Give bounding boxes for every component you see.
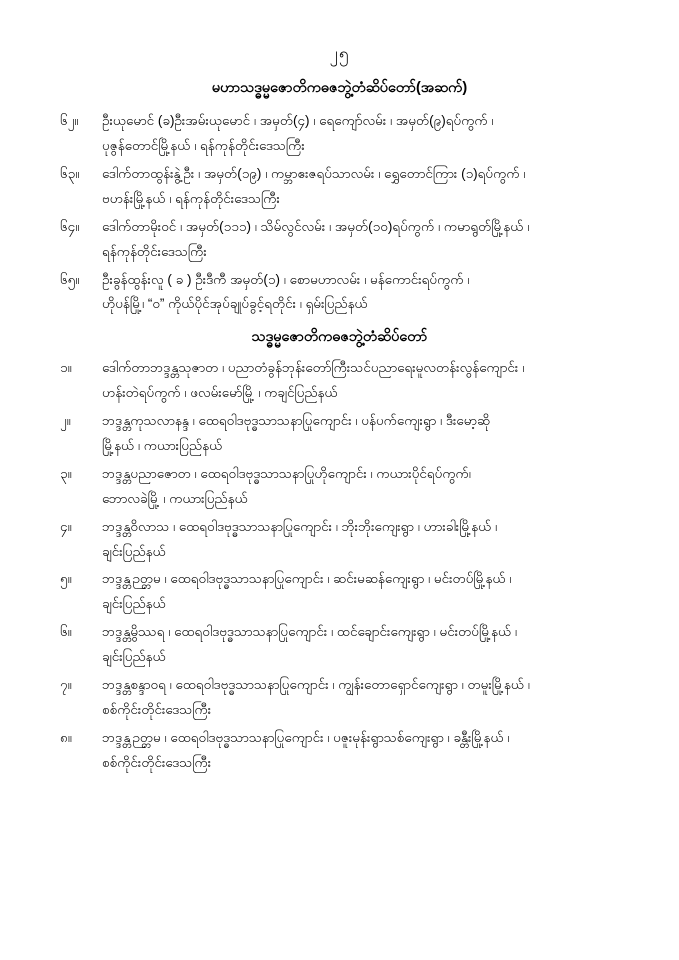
- entry-line: ဦးယုမောင် (ခ)ဦးအမ်းယုမောင် ၊ အမှတ်(၄) ၊ ရေကျော်လမ်း ၊ အမှတ်(၉)ရပ်ကွက် ၊: [102, 112, 494, 128]
- entry-line: ဘဒ္ဒန္တစန္ဒာဝရ ၊ ထေရဝါဒဗုဒ္ဓသာသနာပြုကျောင်း ၊ ကျွန်းတောရှောင်ကျေးရွာ ၊ တမူးမြို့နယ် ၊: [102, 677, 530, 693]
- entry-number: ၃။: [60, 465, 72, 481]
- entry-text: [102, 567, 623, 617]
- list-item: [56, 620, 623, 670]
- entry-number: ၆၅။: [60, 271, 80, 287]
- entry-text: [102, 356, 623, 406]
- entry-text: [102, 620, 623, 670]
- entry-number: ၆၄။: [60, 218, 80, 234]
- entry-line: ဘဒ္ဒန္တဉတ္တမ ၊ ထေရဝါဒဗုဒ္ဓသာသနာပြုကျောင်း ၊ ဆင်းမဆန်ကျေးရွာ ၊ မင်းတပ်မြို့နယ် ၊: [102, 571, 512, 587]
- section-two-list: [56, 356, 623, 777]
- entry-line: ဘဒ္ဒန္တမွိဿရ ၊ ထေရဝါဒဗုဒ္ဓသာသနာပြုကျောင်း ၊ ထင်ချောင်းကျေးရွာ ၊ မင်းတပ်မြို့နယ် ၊: [102, 624, 517, 640]
- section-heading-thadhamma: သဒ္ဓမ္မဇောတိကဓဇဘွဲ့တံဆိပ်တော်: [251, 329, 428, 346]
- entry-line: ဘဒ္ဒန္တကုသလာနန္ဒ ၊ ထေရဝါဒဗုဒ္ဓသာသနာပြုကျောင်း ၊ ပန်ပက်ကျေးရွာ ၊ ဒီးမော့ဆို: [102, 412, 491, 428]
- entry-number: ၆။: [60, 624, 72, 640]
- entry-line: ဟန်းတဲရပ်ကွက် ၊ ဖလမ်းမော်မြို့ ၊ ကချင်ပြည်နယ်: [102, 384, 338, 400]
- entry-text: [102, 409, 623, 459]
- list-item: [56, 109, 623, 159]
- list-item: [56, 515, 623, 565]
- entry-line: ဘောလခဲမြို့ ၊ ကယားပြည်နယ်: [102, 490, 248, 506]
- list-item: [56, 726, 623, 776]
- page-number: ၂၅: [329, 44, 350, 63]
- entry-line: စစ်ကိုင်းတိုင်းဒေသကြီး: [102, 755, 212, 771]
- entry-text: [102, 268, 623, 318]
- entry-number: ၁။: [60, 359, 72, 375]
- list-item: [56, 215, 623, 265]
- list-item: [56, 162, 623, 212]
- entry-line: ချင်းပြည်နယ်: [102, 596, 166, 612]
- entry-text: [102, 726, 623, 776]
- entry-number: ၇။: [60, 677, 72, 693]
- entry-line: ဗဟန်းမြို့နယ် ၊ ရန်ကုန်တိုင်းဒေသကြီး: [102, 190, 280, 206]
- entry-line: ချင်းပြည်နယ်: [102, 649, 166, 665]
- entry-line: စစ်ကိုင်းတိုင်းဒေသကြီး: [102, 702, 212, 718]
- entry-number: ၆၃။: [60, 165, 80, 181]
- list-item: [56, 673, 623, 723]
- entry-number: ၅။: [60, 571, 72, 587]
- list-item: [56, 409, 623, 459]
- entry-number: ၂။: [60, 412, 71, 428]
- entry-line: ဦးခွန်ထွန်းလူ ( ခ ) ဦးဒီကီ အမှတ်(၁) ၊ စောမဟာလမ်း ၊ မန်ကောင်းရပ်ကွက် ၊: [102, 271, 470, 287]
- entry-line: မြို့နယ် ၊ ကယားပြည်နယ်: [102, 437, 223, 453]
- entry-text: [102, 162, 623, 212]
- entry-text: [102, 515, 623, 565]
- entry-text: [102, 462, 623, 512]
- entry-line: ရန်ကုန်တိုင်းဒေသကြီး: [102, 243, 207, 259]
- list-item: [56, 268, 623, 318]
- entry-line: ဘဒ္ဒန္တဉတ္တမ ၊ ထေရဝါဒဗုဒ္ဓသာသနာပြုကျောင်း ၊ ပဇူးမုန်းရွာသစ်ကျေးရွာ ၊ ခန္တီးမြို့နယ် ၊: [102, 730, 510, 746]
- entry-line: ဟိုပန်မြို့၊ “ဝ” ကိုယ်ပိုင်အုပ်ချုပ်ခွင့်ရတိုင်း ၊ ရှမ်းပြည်နယ်: [102, 296, 368, 312]
- entry-line: ချင်းပြည်နယ်: [102, 543, 166, 559]
- list-item: [56, 462, 623, 512]
- entry-line: ဒေါက်တာမိုးဝင် ၊ အမှတ်(၁၁၁) ၊ သိမ်လွင်လမ်း ၊ အမှတ်(၁၀)ရပ်ကွက် ၊ ကမာရွတ်မြို့နယ် ၊: [102, 218, 530, 234]
- entry-line: ဒေါက်တာဘဒ္ဒန္တသုဇာတ ၊ ပညာတံခွန်ဘုန်းတော်ကြီးသင်ပညာရေးမူလတန်းလွန်ကျောင်း ၊: [102, 359, 525, 375]
- list-item: [56, 356, 623, 406]
- entry-text: [102, 109, 623, 159]
- entry-number: ၄။: [60, 518, 72, 534]
- entry-text: [102, 673, 623, 723]
- entry-number: ၆၂။: [60, 112, 79, 128]
- section-heading-mahathadhamma: မဟာသဒ္ဓမ္မဇောတိကဓဇဘွဲ့တံဆိပ်တော်(အဆက်): [211, 80, 468, 97]
- entry-line: ဘဒ္ဒန္တပညာဇောတ ၊ ထေရဝါဒဗုဒ္ဓသာသနာပြုဟိုကျောင်း ၊ ကယားပိုင်ရပ်ကွက်၊: [102, 465, 471, 481]
- entry-number: ၈။: [60, 730, 72, 746]
- entry-text: [102, 215, 623, 265]
- list-item: [56, 567, 623, 617]
- entry-line: ဘဒ္ဒန္တဝိလာသ ၊ ထေရဝါဒဗုဒ္ဓသာသနာပြုကျောင်း ၊ ဘိုးဘိုးကျေးရွာ ၊ ဟားခါးမြို့နယ် ၊: [102, 518, 498, 534]
- section-one-list: [56, 109, 623, 318]
- entry-line: ဒေါက်တာထွန်းနွဲ့ဦး ၊ အမှတ်(၁၉) ၊ ကမ္ဘာဧးဇရပ်သာလမ်း ၊ ရွှေတောင်ကြား (၁)ရပ်ကွက် ၊: [102, 165, 526, 181]
- entry-line: ပုဇွန်တောင်မြို့နယ် ၊ ရန်ကုန်တိုင်းဒေသကြီး: [102, 137, 305, 153]
